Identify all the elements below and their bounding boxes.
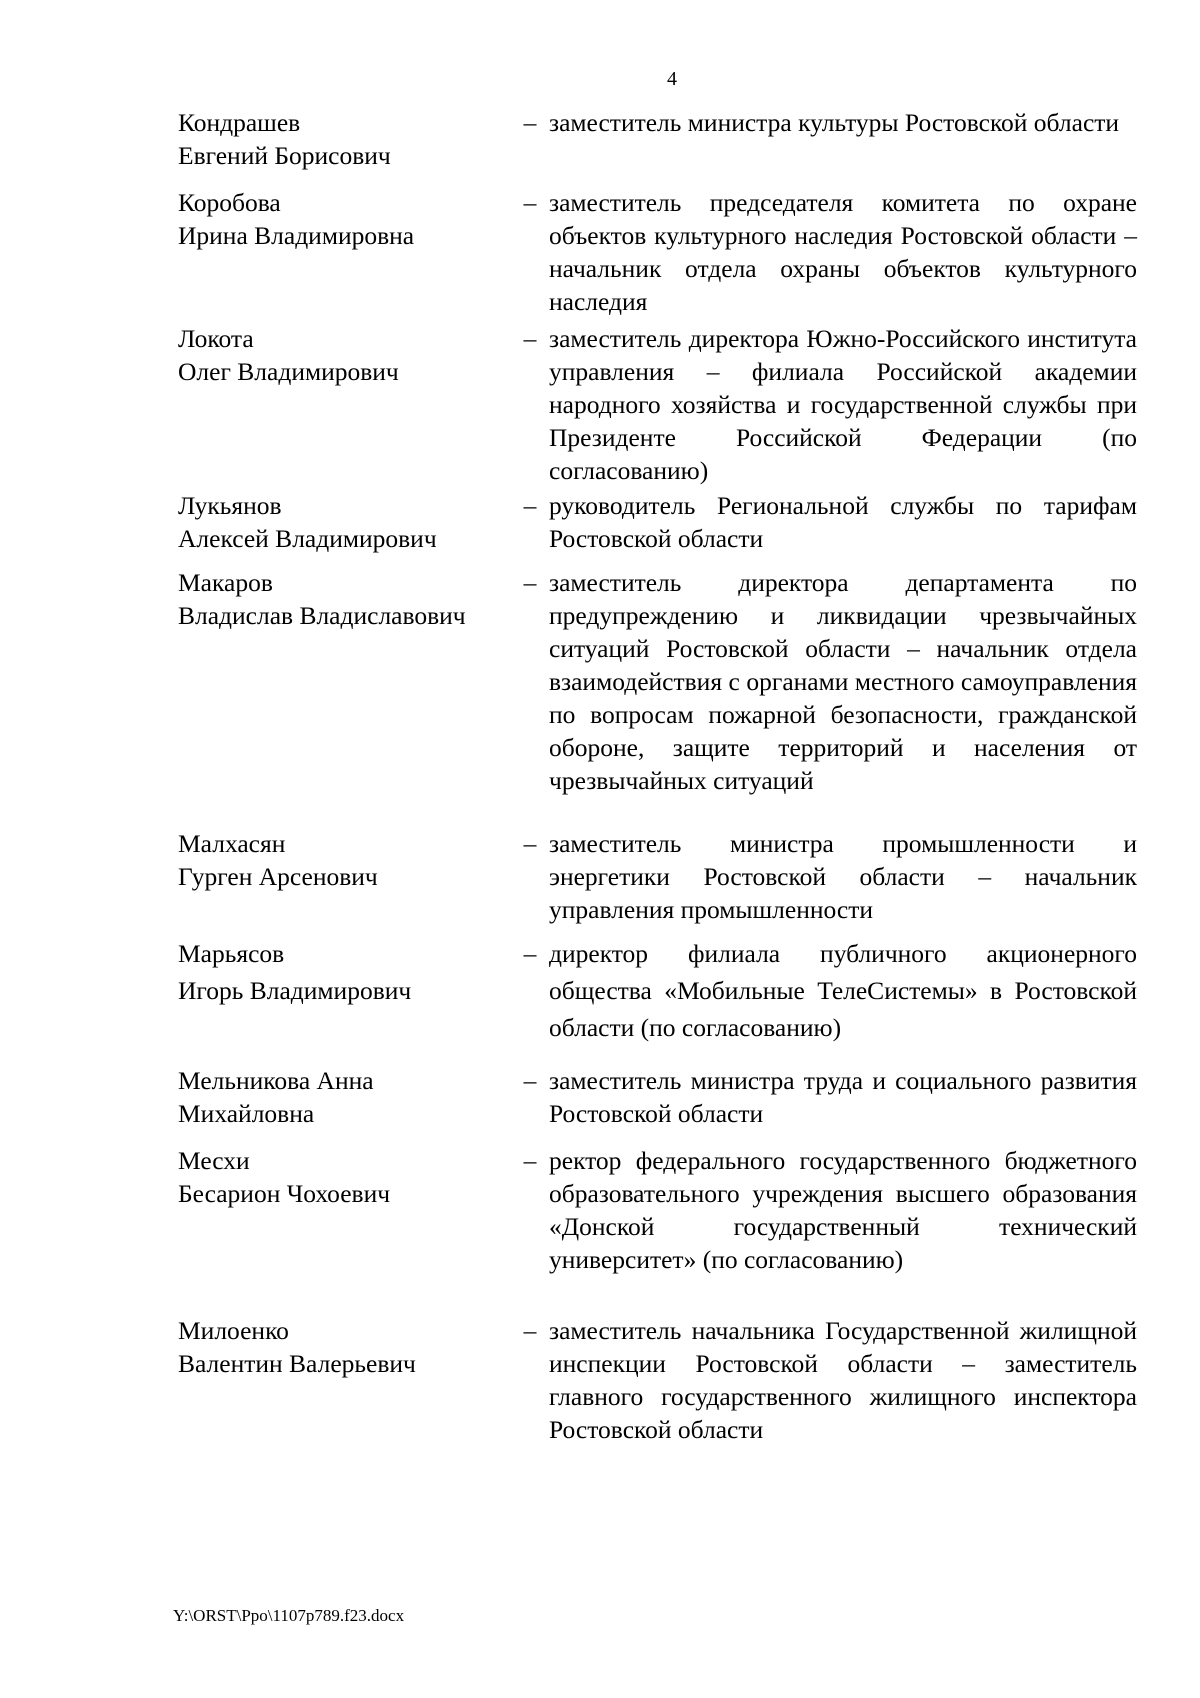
member-role: заместитель министра культуры Ростовской области <box>549 108 1120 137</box>
member-name: Милоенко Валентин Валерьевич <box>178 1316 416 1378</box>
dash-separator: – <box>523 568 537 597</box>
member-name: Лукьянов Алексей Владимирович <box>178 491 437 553</box>
member-name: Малхасян Гурген Арсенович <box>178 829 378 891</box>
member-role: ректор федерального государственного бюджетного образовательного учреждения высшего образования «Донской государственный технический университет» (по согласованию) <box>549 1146 1137 1274</box>
member-name: Локота Олег Владимирович <box>178 324 399 386</box>
member-name: Коробова Ирина Владимировна <box>178 188 415 250</box>
member-role: заместитель начальника Государственной жилищной инспекции Ростовской области – заместитель главного государственного жилищного инспектора Ростовской области <box>549 1316 1137 1444</box>
member-name: Макаров Владислав Владиславович <box>178 568 466 630</box>
member-role: заместитель министра промышленности и энергетики Ростовской области – начальник управления промышленности <box>549 829 1137 924</box>
dash-separator: – <box>523 324 537 353</box>
dash-separator: – <box>523 1316 537 1345</box>
dash-separator: – <box>523 1146 537 1175</box>
member-role: заместитель председателя комитета по охране объектов культурного наследия Ростовской области – начальник отдела охраны объектов культурного наследия <box>549 188 1137 316</box>
member-name: Мельникова Анна Михайловна <box>178 1066 374 1128</box>
dash-separator: – <box>523 829 537 858</box>
member-role: заместитель директора Южно-Российского института управления – филиала Российской академии народного хозяйства и государственной службы при Президенте Российской Федерации (по согласованию) <box>549 324 1137 485</box>
member-name: Марьясов Игорь Владимирович <box>178 939 412 1005</box>
member-role: директор филиала публичного акционерного общества «Мобильные ТелеСистемы» в Ростовской области (по согласованию) <box>549 939 1137 1042</box>
dash-separator: – <box>523 188 537 217</box>
member-name: Кондрашев Евгений Борисович <box>178 108 391 170</box>
dash-separator: – <box>523 1066 537 1095</box>
member-role: руководитель Региональной службы по тарифам Ростовской области <box>549 491 1137 553</box>
dash-separator: – <box>523 491 537 520</box>
footer-file-path: Y:\ORST\Ppo\1107p789.f23.docx <box>173 1606 405 1625</box>
dash-separator: – <box>523 108 537 137</box>
dash-separator: – <box>523 939 537 968</box>
page-number: 4 <box>667 68 677 90</box>
member-role: заместитель директора департамента по предупреждению и ликвидации чрезвычайных ситуаций Ростовской области – начальник отдела взаимодействия с органами местного самоуправления по вопросам пожарной безопасности, гражданской обороне, защите территорий и населения от чрезвычайных ситуаций <box>549 568 1137 795</box>
member-name: Месхи Бесарион Чохоевич <box>178 1146 391 1208</box>
member-role: заместитель министра труда и социального развития Ростовской области <box>549 1066 1137 1128</box>
